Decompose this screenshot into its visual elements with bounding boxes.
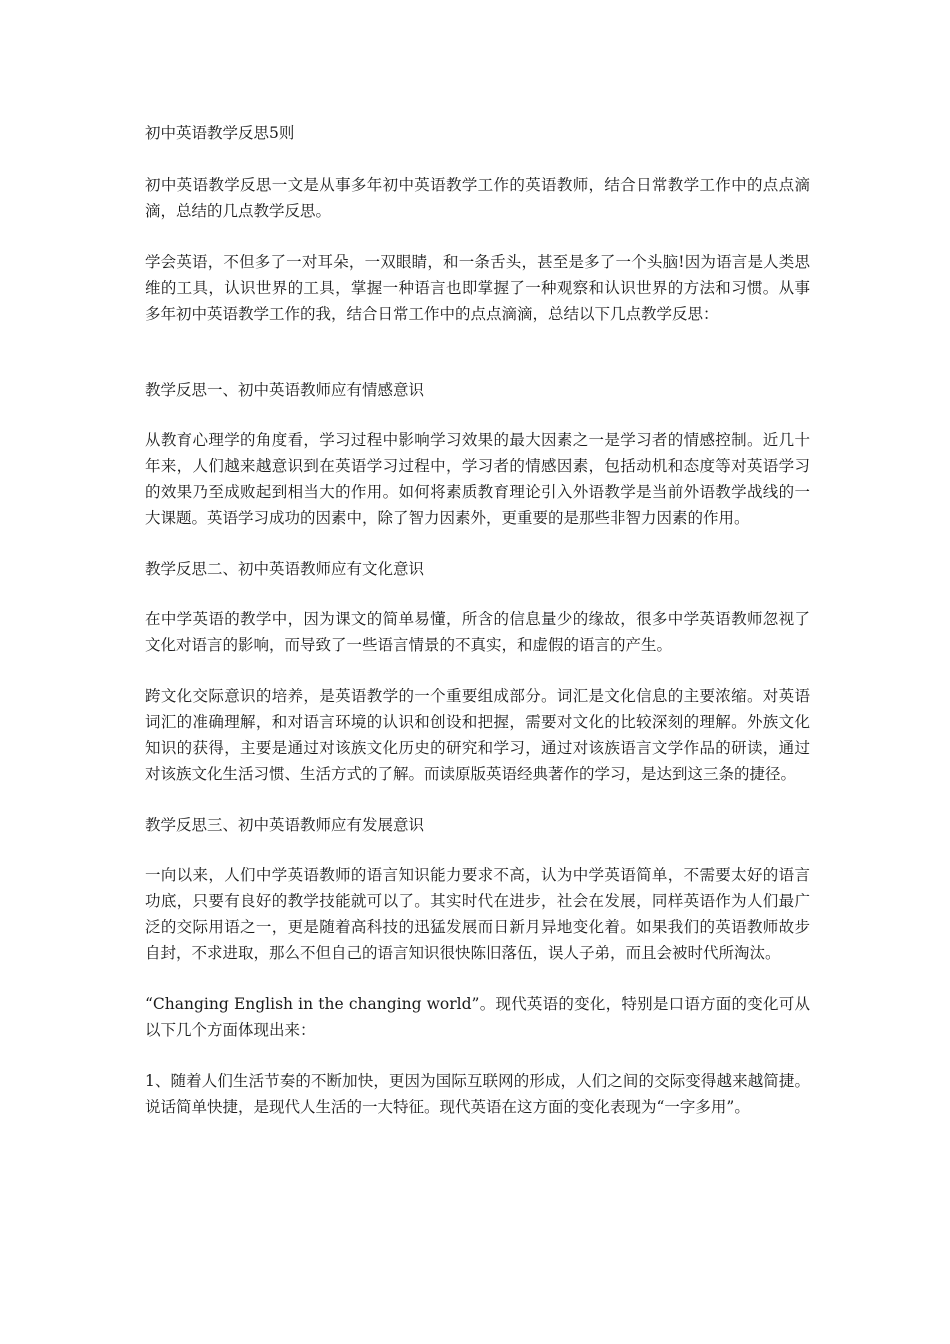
paragraph-intro-2: 学会英语，不但多了一对耳朵，一双眼睛，和一条舌头，甚至是多了一个头脑!因为语言是人类思维的工具，认识世界的工具，掌握一种语言也即掌握了一种观察和认识世界的方法和习惯。从事多年初中英语教学工作的我，结合日常工作中的点点滴滴，总结以下几点教学反思：	[145, 253, 810, 323]
paragraph-section-2a: 在中学英语的教学中，因为课文的简单易懂，所含的信息量少的缘故，很多中学英语教师忽视了文化对语言的影响，而导致了一些语言情景的不真实，和虚假的语言的产生。	[145, 610, 810, 654]
paragraph-section-3a: 一向以来，人们中学英语教师的语言知识能力要求不高，认为中学英语简单，不需要太好的语言功底，只要有良好的教学技能就可以了。其实时代在进步，社会在发展，同样英语作为人们最广泛的交际用语之一，更是随着高科技的迅猛发展而日新月异地变化着。如果我们的英语教师故步自封，不求进取，那么不但自己的语言知识很快陈旧落伍，误人子弟，而且会被时代所淘汰。	[145, 866, 810, 962]
paragraph-section-1: 从教育心理学的角度看，学习过程中影响学习效果的最大因素之一是学习者的情感控制。近几十年来，人们越来越意识到在英语学习过程中，学习者的情感因素，包括动机和态度等对英语学习的效果乃至成败起到相当大的作用。如何将素质教育理论引入外语教学是当前外语教学战线的一大课题。英语学习成功的因素中，除了智力因素外，更重要的是那些非智力因素的作用。	[145, 431, 810, 527]
paragraph-section-2b: 跨文化交际意识的培养，是英语教学的一个重要组成部分。词汇是文化信息的主要浓缩。对英语词汇的准确理解，和对语言环境的认识和创设和把握，需要对文化的比较深刻的理解。外族文化知识的获得，主要是通过对该族文化历史的研究和学习，通过对该族语言文学作品的研读，通过对该族文化生活习惯、生活方式的了解。而读原版英语经典著作的学习，是达到这三条的捷径。	[145, 687, 810, 783]
paragraph-section-3b: “Changing English in the changing world”。现代英语的变化，特别是口语方面的变化可从以下几个方面体现出来：	[145, 995, 810, 1039]
section-heading-3: 教学反思三、初中英语教师应有发展意识	[145, 816, 425, 834]
section-heading-2: 教学反思二、初中英语教师应有文化意识	[145, 560, 425, 578]
paragraph-intro: 初中英语教学反思一文是从事多年初中英语教学工作的英语教师，结合日常教学工作中的点点滴滴，总结的几点教学反思。	[145, 176, 810, 220]
section-heading-1: 教学反思一、初中英语教师应有情感意识	[145, 381, 425, 399]
document-page	[145, 120, 810, 1145]
paragraph-section-3c: 1、随着人们生活节奏的不断加快，更因为国际互联网的形成，人们之间的交际变得越来越简捷。说话简单快捷，是现代人生活的一大特征。现代英语在这方面的变化表现为“一字多用”。	[145, 1072, 810, 1116]
document-title: 初中英语教学反思5则	[145, 124, 295, 142]
